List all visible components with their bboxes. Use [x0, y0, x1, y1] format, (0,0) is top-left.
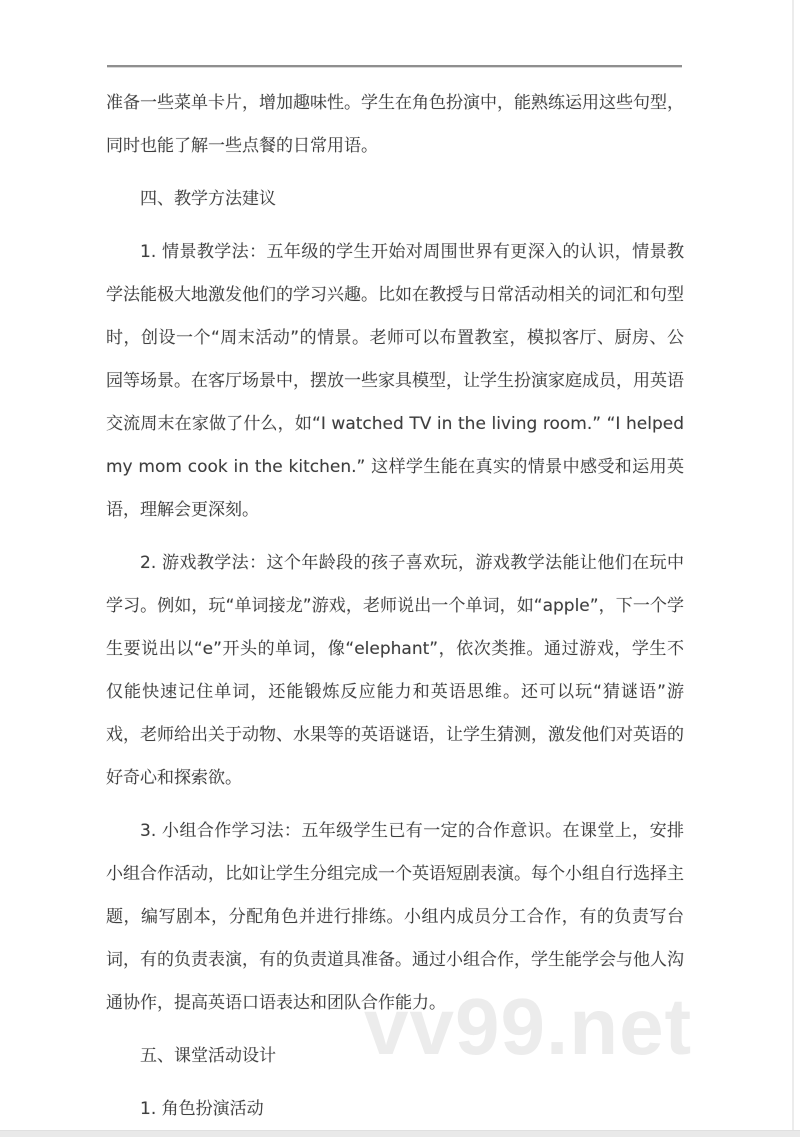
paragraph-continuation: 准备一些菜单卡片，增加趣味性。学生在角色扮演中，能熟练运用这些句型，同时也能了解一些点餐的日常用语。 — [106, 93, 684, 156]
section-heading-5: 五、课堂活动设计 — [140, 1046, 276, 1066]
list-heading-activity-1: 1. 角色扮演活动 — [140, 1099, 264, 1119]
document-body — [106, 82, 684, 1137]
paragraph-method-3: 3. 小组合作学习法：五年级学生已有一定的合作意识。在课堂上，安排小组合作活动，比如让学生分组完成一个英语短剧表演。每个小组自行选择主题，编写剧本，分配角色并进行排练。小组内成员分工合作，有的负责写台词，有的负责表演，有的负责道具准备。通过小组合作，学生能学会与他人沟通协作，提高英语口语表达和团队合作能力。 — [106, 821, 684, 1013]
watermark-text: vv99.net — [364, 982, 693, 1071]
page-right-edge — [792, 0, 794, 1131]
section-heading-4: 四、教学方法建议 — [140, 189, 276, 209]
paragraph-method-2: 2. 游戏教学法：这个年龄段的孩子喜欢玩，游戏教学法能让他们在玩中学习。例如，玩“单词接龙”游戏，老师说出一个单词，如“apple”，下一个学生要说出以“e”开头的单词，像“elephant”，依次类推。通过游戏，学生不仅能快速记住单词，还能锻炼反应能力和英语思维。还可以玩“猜谜语”游戏，老师给出关于动物、水果等的英语谜语，让学生猜测，激发他们对英语的好奇心和探索欲。 — [106, 553, 684, 788]
paragraph-method-1: 1. 情景教学法：五年级的学生开始对周围世界有更深入的认识，情景教学法能极大地激发他们的学习兴趣。比如在教授与日常活动相关的词汇和句型时，创设一个“周末活动”的情景。老师可以布置教室，模拟客厅、厨房、公园等场景。在客厅场景中，摆放一些家具模型，让学生扮演家庭成员，用英语交流周末在家做了什么，如“I watched TV in the living room.” “I helped my mom cook in the kitchen.” 这样学生能在真实的情景中感受和运用英语，理解会更深刻。 — [106, 242, 684, 520]
header-rule-divider — [107, 65, 682, 67]
